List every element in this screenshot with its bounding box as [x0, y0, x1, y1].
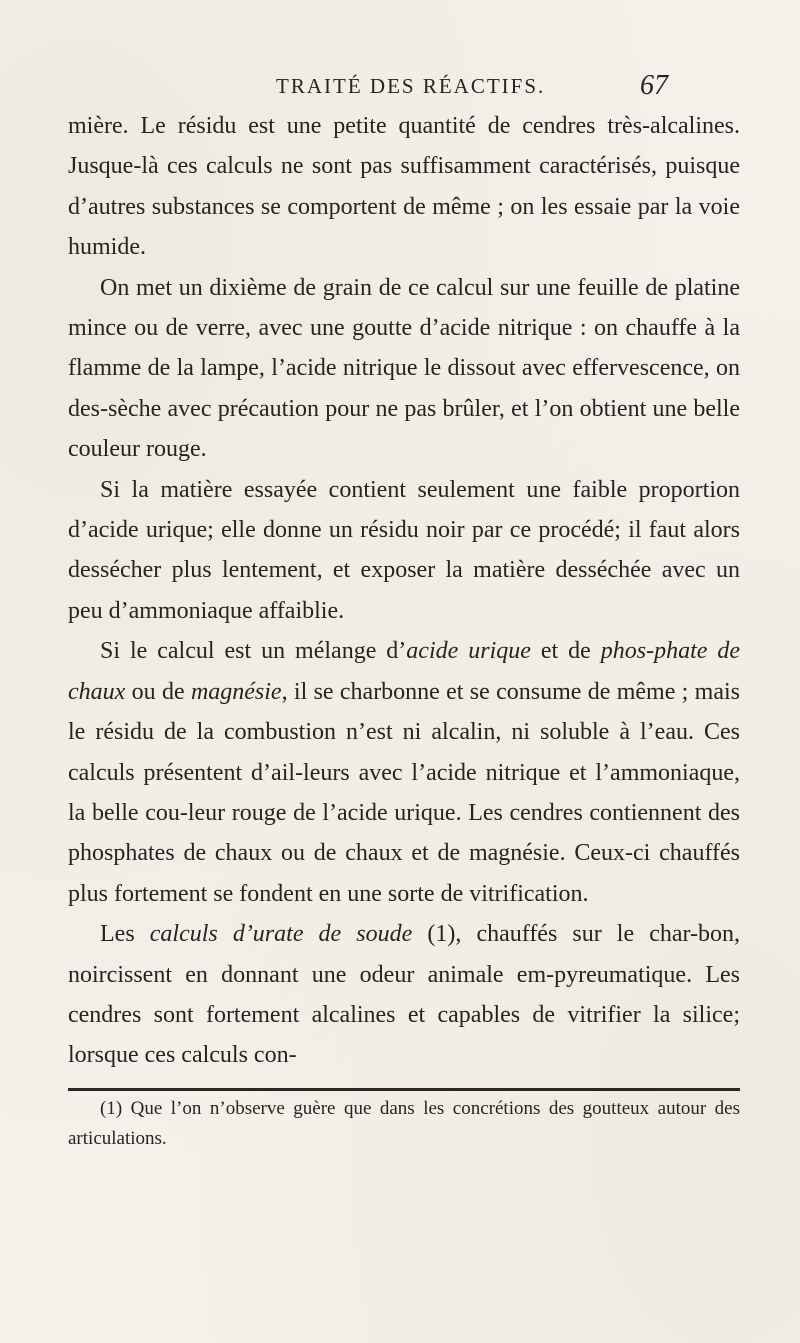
paragraph-1: mière. Le résidu est une petite quantité de cendres très-alcalines. Jusque-là ces calculs ne sont pas suffisamment caractérisés, puisque d’autres substances se comportent de même ; on les essaie par la voie humide. [68, 113, 740, 261]
footnote [68, 1094, 740, 1154]
paragraph-5 [68, 914, 740, 1076]
body-text [68, 106, 740, 1076]
paragraph-4-text-2: et de [530, 638, 601, 665]
running-head-title: TRAITÉ DES RÉACTIFS. [276, 74, 546, 98]
paragraph-4-text-4: , il se charbonne et se consume de même ; mais le résidu de la combustion n’est ni alcalin, ni soluble à l’eau. Ces calculs présentent d’ail-leurs avec l’acide nitrique et l’ammoniaque, la belle cou-leur rouge de l’acide urique. Les cendres contiennent des phosphates de chaux ou de chaux et de magnésie. Ceux-ci chauffés plus fortement se fondent en une sorte de vitrification. [68, 678, 740, 907]
paragraph-4 [68, 631, 740, 914]
paragraph-5-text-1: Les [100, 921, 150, 948]
footnote-rule [68, 1088, 740, 1091]
paragraph-4-italic-acide-urique: acide urique [406, 638, 531, 665]
paragraph-4-italic-phosphate: phos-phate de chaux [68, 638, 740, 705]
paragraph-2: On met un dixième de grain de ce calcul sur une feuille de platine mince ou de verre, avec une goutte d’acide nitrique : on chauffe à la flamme de la lampe, l’acide nitrique le dissout avec effervescence, on des-sèche avec précaution pour ne pas brûler, et l’on obtient une belle couleur rouge. [68, 274, 740, 463]
page-number: 67 [640, 70, 668, 101]
paragraph-4-text-3: ou de [125, 678, 191, 705]
paragraph-5-italic-calculs: calculs d’urate de soude [149, 921, 413, 948]
running-head [0, 70, 800, 108]
paragraph-5-text-2: (1), chauffés sur le char-bon, noircissent en donnant une odeur animale em-pyreumatique. Les cendres sont fortement alcalines et capables de vitrifier la silice; lorsque ces calculs con- [68, 921, 741, 1069]
footnote-text: (1) Que l’on n’observe guère que dans les concrétions des goutteux autour des articulations. [68, 1098, 740, 1149]
paragraph-4-italic-magnesie: magnésie [190, 678, 282, 705]
paragraph-4-text-1: Si le calcul est un mélange d’ [100, 638, 407, 665]
paragraph-3: Si la matière essayée contient seulement une faible proportion d’acide urique; elle donne un résidu noir par ce procédé; il faut alors dessécher plus lentement, et exposer la matière desséchée avec un peu d’ammoniaque affaiblie. [68, 476, 740, 624]
